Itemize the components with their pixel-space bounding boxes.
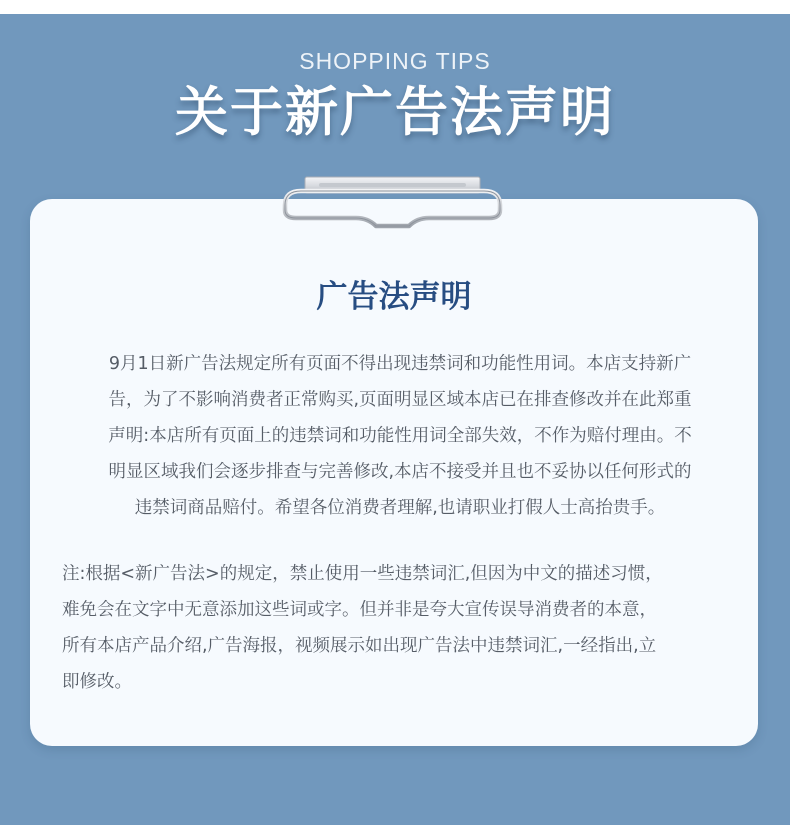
note-line: 难免会在文字中无意添加这些词或字。但并非是夸大宣传误导消费者的本意， — [62, 600, 657, 620]
card-title: 广告法声明 — [316, 279, 472, 315]
note-line: 注:根据<新广告法>的规定，禁止使用一些违禁词汇,但因为中文的描述习惯， — [62, 564, 663, 584]
note-line: 所有本店产品介绍,广告海报，视频展示如出现广告法中违禁词汇,一经指出,立 — [62, 636, 657, 656]
statement-line: 告，为了不影响消费者正常购买,页面明显区域本店已在排查修改并在此郑重 — [108, 390, 692, 410]
statement-line: 明显区域我们会逐步排查与完善修改,本店不接受并且也不妥协以任何形式的 — [108, 462, 692, 482]
main-title: 关于新广告法声明 — [175, 82, 615, 143]
statement-line: 9月1日新广告法规定所有页面不得出现违禁词和功能性用词。本店支持新广 — [108, 354, 692, 374]
note-paragraph — [62, 556, 738, 700]
statement-line: 违禁词商品赔付。希望各位消费者理解,也请职业打假人士高抬贵手。 — [134, 498, 666, 518]
statement-line: 声明:本店所有页面上的违禁词和功能性用词全部失效，不作为赔付理由。不 — [108, 426, 692, 446]
eyebrow-text: SHOPPING TIPS — [299, 48, 491, 74]
statement-paragraph — [62, 346, 738, 526]
note-line: 即修改。 — [62, 672, 132, 692]
clipboard-clip-icon — [281, 174, 504, 234]
